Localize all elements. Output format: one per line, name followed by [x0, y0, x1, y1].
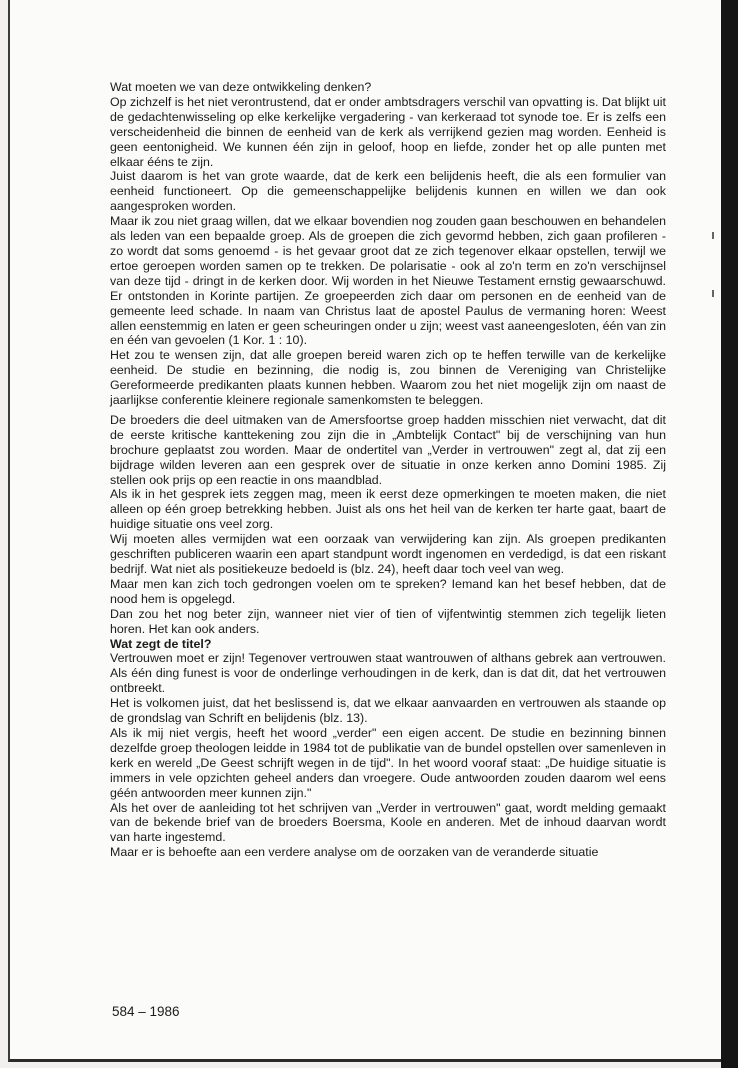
- paragraph: Maar men kan zich toch gedrongen voelen om te spreken? Iemand kan het besef hebben, dat de nood hem is opgelegd.: [110, 576, 666, 606]
- paragraph: Juist daarom is het van grote waarde, dat de kerk een belijdenis heeft, die als een formulier van eenheid functioneert. Op die gemeenschappelijke belijdenis kunnen en willen we dan ook aangesproken worden.: [110, 169, 666, 214]
- article-body: [110, 80, 666, 860]
- margin-mark: [712, 232, 714, 239]
- paragraph: Het zou te wensen zijn, dat alle groepen bereid waren zich op te heffen terwille van de kerkelijke eenheid. De studie en bezinning, die nodig is, zou binnen de Vereniging van Christelijke Gereformeerde predikanten plaats kunnen hebben. Waarom zou het niet mogelijk zijn om naast de jaarlijkse conferentie kleinere regionale samenkomsten te beleggen.: [110, 348, 666, 408]
- page-number: 584 – 1986: [112, 1004, 180, 1019]
- paragraph: De broeders die deel uitmaken van de Amersfoortse groep hadden misschien niet verwacht, dat dit de eerste kritische kanttekening zou zijn die in „Ambtelijk Contact" bij de verschijning van hun brochure geplaatst zou worden. Maar de ondertitel van „Verder in vertrouwen" zegt al, dat zij een bijdrage wilden leveren aan een gesprek over de situatie in onze kerken anno Domini 1985. Zij stellen ook prijs op een reactie in ons maandblad.: [110, 412, 666, 487]
- paragraph: Als ik mij niet vergis, heeft het woord „verder" een eigen accent. De studie en bezinning binnen dezelfde groep theologen leidde in 1984 tot de publikatie van de bundel opstellen over samenleven in kerk en wereld „De Geest schrijft wegen in de tijd". In het woord vooraf staat: „De huidige situatie is immers in vele opzichten geheel anders dan vroegere. Oude antwoorden zouden daarom wel eens géén antwoorden meer kunnen zijn.": [110, 725, 666, 800]
- paragraph: Op zichzelf is het niet verontrustend, dat er onder ambtsdragers verschil van opvatting is. Dat blijkt uit de gedachtenwisseling op elke kerkelijke vergadering - van kerkeraad tot synode toe. Er is zelfs een verscheidenheid die binnen de eenheid van de kerk als verrijkend gezien mag worden. Eenheid is geen eentonigheid. We kunnen één zijn in geloof, hoop en liefde, zonder het op alle punten met elkaar ééns te zijn.: [110, 94, 666, 169]
- paragraph: Maar er is behoefte aan een verdere analyse om de oorzaken van de veranderde situatie: [110, 845, 599, 860]
- scan-binding-edge: [721, 0, 738, 1068]
- paragraph: Het is volkomen juist, dat het beslissend is, dat we elkaar aanvaarden en vertrouwen als staande op de grondslag van Schrift en belijdenis (blz. 13).: [110, 696, 666, 726]
- paragraph: Als het over de aanleiding tot het schrijven van „Verder in vertrouwen" gaat, wordt melding gemaakt van de bekende brief van de broeders Boersma, Koole en anderen. Met de inhoud daarvan wordt van harte ingestemd.: [110, 800, 666, 845]
- paragraph: Vertrouwen moet er zijn! Tegenover vertrouwen staat wantrouwen of althans gebrek aan vertrouwen. Als één ding funest is voor de onderlinge verhoudingen in de kerk, dan is dat dit, dat het vertrouwen ontbreekt.: [110, 651, 666, 696]
- paragraph: Als ik in het gesprek iets zeggen mag, meen ik eerst deze opmerkingen te moeten maken, die niet alleen op één groep betrekking hebben. Juist als ons het heil van de kerken ter harte gaat, baart de huidige situatie ons veel zorg.: [110, 487, 666, 532]
- paragraph: Wij moeten alles vermijden wat een oorzaak van verwijdering kan zijn. Als groepen predikanten geschriften publiceren waarin een apart standpunt wordt ingenomen en verdedigd, is dat een riskant bedrijf. Wat niet als positiekeuze bedoeld is (blz. 24), heeft daar toch veel van weg.: [110, 532, 666, 576]
- section-heading: Wat zegt de titel?: [110, 636, 212, 651]
- paragraph: Wat moeten we van deze ontwikkeling denken?: [110, 80, 372, 94]
- paragraph: Maar ik zou niet graag willen, dat we elkaar bovendien nog zouden gaan beschouwen en behandelen als leden van een bepaalde groep. Als de groepen die zich gevormd hebben, zich gaan profileren - zo wordt dat soms genoemd - is het gevaar groot dat ze zich tegenover elkaar opstellen, terwijl we ertoe geroepen worden samen op te trekken. De polarisatie - ook al zo'n term en zo'n verschijnsel van deze tijd - dringt in de kerken door. Wij worden in het Nieuwe Testament ernstig gewaarschuwd. Er ontstonden in Korinte partijen. Ze groepeerden zich daar om personen en de eenheid van de gemeente leed schade. In naam van Christus laat de apostel Paulus de vermaning horen: Weest allen eenstemmig en laten er geen scheuringen onder u zijn; weest vast aaneengesloten, één van zin en één van gevoelen (1 Kor. 1 : 10).: [110, 214, 666, 348]
- paragraph: Dan zou het nog beter zijn, wanneer niet vier of tien of vijfentwintig stemmen zich tegelijk lieten horen. Het kan ook anders.: [110, 606, 666, 636]
- margin-mark: [712, 290, 714, 297]
